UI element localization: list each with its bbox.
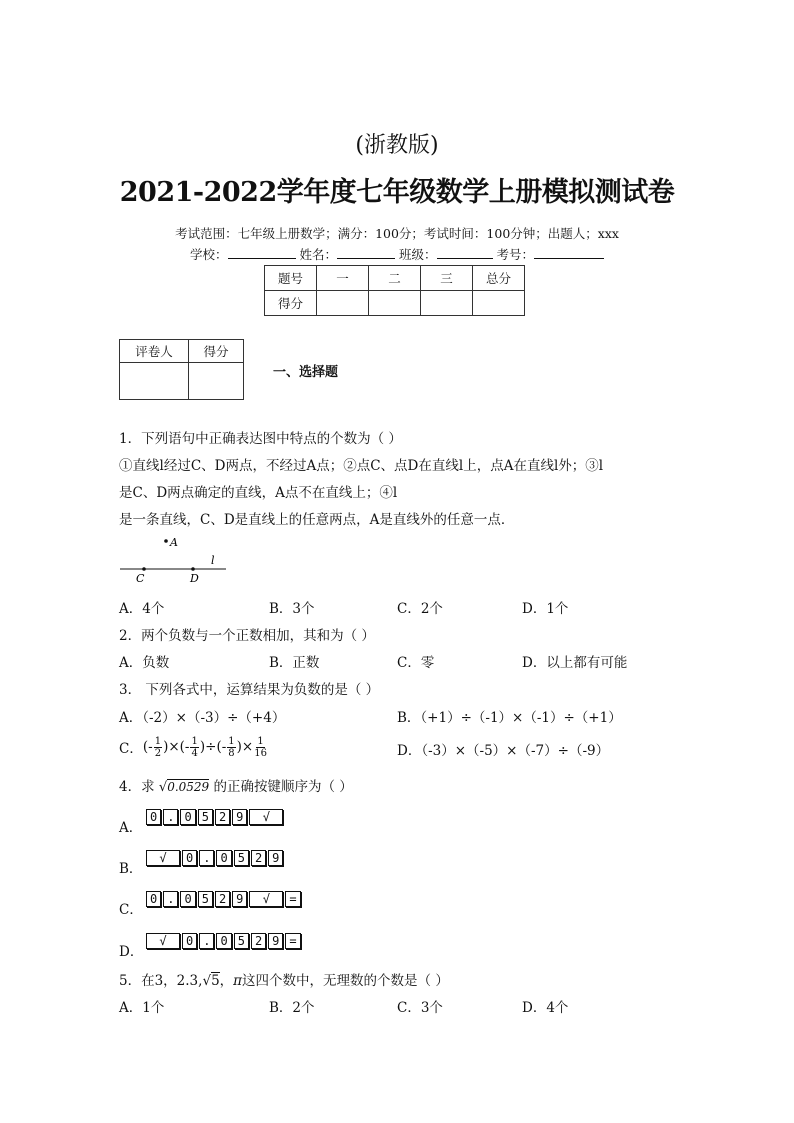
- school-label: 学校：: [189, 247, 228, 262]
- grader-cell[interactable]: [120, 363, 189, 400]
- q5-stem-prefix: 5．在3，2.3,: [119, 973, 203, 989]
- grader-cell[interactable]: [189, 363, 244, 400]
- section-title: 一、选择题: [273, 365, 339, 380]
- exam-no-blank[interactable]: [534, 246, 604, 259]
- fraction: [190, 736, 198, 759]
- grader-table: [119, 339, 244, 400]
- point-d-dot: [191, 567, 195, 571]
- q4-option-b-label[interactable]: B．: [119, 861, 143, 877]
- q1-stem: 1．下列语句中正确表达图中特点的个数为（ ）: [119, 431, 402, 447]
- q3-c-op: )×: [236, 739, 254, 755]
- q1-line2: 是C、D两点确定的直线，A点不在直线上；④l: [119, 485, 398, 501]
- key-0: 0: [180, 809, 195, 825]
- key-9: 9: [268, 850, 283, 866]
- fraction: [154, 736, 162, 759]
- q1-option-c[interactable]: C．2个: [397, 601, 443, 617]
- q5-sqrt-value: 5: [211, 973, 220, 989]
- score-cell[interactable]: [473, 291, 525, 316]
- numerator: 1: [154, 735, 162, 747]
- q1-line1: ①直线l经过C、D两点，不经过A点；②点C、点D在直线l上，点A在直线l外；③l: [119, 458, 604, 474]
- key-5: 5: [234, 850, 249, 866]
- sqrt-icon: √: [202, 973, 212, 989]
- score-cell[interactable]: [369, 291, 421, 316]
- denominator: 16: [254, 747, 267, 759]
- exam-title: 2021-2022学年度七年级数学上册模拟测试卷: [119, 177, 675, 208]
- q1-option-b[interactable]: B．3个: [269, 601, 315, 617]
- exam-info-line: 考试范围：七年级上册数学；满分：100分；考试时间：100分钟；出题人；xxx: [175, 226, 619, 241]
- key-equals: =: [285, 933, 300, 949]
- key-9: 9: [232, 809, 247, 825]
- key-0: 0: [216, 850, 231, 866]
- key-9: 9: [268, 933, 283, 949]
- q4-radicand: 0.0529: [167, 780, 210, 794]
- key-sqrt-icon: √: [146, 933, 180, 949]
- key-0: 0: [146, 809, 161, 825]
- q3-c-op: )÷(-: [199, 739, 227, 755]
- q5-stem-suffix: 这四个数中，无理数的个数是（ ）: [242, 973, 449, 989]
- numerator: 1: [257, 735, 264, 747]
- q3-option-d[interactable]: D．（-3）×（-5）×（-7）÷（-9）: [397, 743, 610, 759]
- q3-option-c[interactable]: [119, 732, 268, 762]
- q5-option-a[interactable]: A．1个: [119, 1000, 165, 1016]
- q3-option-b[interactable]: B．（+1）÷（-1）×（-1）÷（+1）: [397, 710, 622, 726]
- edition-label: (浙教版): [355, 133, 439, 158]
- point-c-dot: [142, 567, 146, 571]
- q4-option-b-keys[interactable]: [146, 847, 285, 866]
- key-2: 2: [251, 933, 266, 949]
- school-blank[interactable]: [228, 246, 296, 259]
- q2-option-d[interactable]: D．以上都有可能: [522, 655, 628, 671]
- name-label: 姓名：: [299, 247, 337, 262]
- q3-stem: 3． 下列各式中，运算结果为负数的是（ ）: [119, 682, 380, 698]
- key-5: 5: [234, 933, 249, 949]
- key-0: 0: [180, 891, 195, 907]
- q4-stem: [119, 775, 353, 795]
- q1-figure: [118, 532, 230, 588]
- grader-header-cell: 评卷人: [120, 340, 189, 363]
- q5-option-b[interactable]: B．2个: [269, 1000, 315, 1016]
- q3-c-label: C．: [119, 741, 143, 757]
- key-2: 2: [215, 809, 230, 825]
- q1-option-d[interactable]: D．1个: [522, 601, 569, 617]
- q1-option-a[interactable]: A．4个: [119, 601, 165, 617]
- name-blank[interactable]: [337, 246, 395, 259]
- q3-option-a[interactable]: A．（-2）×（-3）÷（+4）: [119, 710, 286, 726]
- q2-option-a[interactable]: A．负数: [119, 655, 170, 671]
- denominator: 2: [154, 747, 162, 759]
- key-dot: .: [163, 891, 178, 907]
- key-sqrt-icon: √: [249, 891, 283, 907]
- numerator: 1: [191, 735, 198, 747]
- score-header-cell: 一: [317, 266, 369, 291]
- denominator: 4: [191, 747, 198, 759]
- class-blank[interactable]: [437, 246, 493, 259]
- grader-header-cell: 得分: [189, 340, 244, 363]
- key-2: 2: [251, 850, 266, 866]
- numerator: 1: [228, 735, 235, 747]
- class-label: 班级：: [398, 247, 437, 262]
- key-0: 0: [216, 933, 231, 949]
- key-9: 9: [232, 891, 247, 907]
- score-table: [264, 265, 525, 316]
- score-row-label: 得分: [265, 291, 317, 316]
- key-dot: .: [199, 933, 214, 949]
- student-info-line: [0, 245, 794, 263]
- denominator: 8: [228, 747, 235, 759]
- q4-option-c-label[interactable]: C．: [119, 902, 143, 918]
- q5-stem: [119, 969, 449, 989]
- q5-option-c[interactable]: C．3个: [397, 1000, 443, 1016]
- line-l-label: l: [211, 554, 215, 567]
- score-header-cell: 题号: [265, 266, 317, 291]
- q4-option-d-label[interactable]: D．: [119, 944, 144, 960]
- q5-option-d[interactable]: D．4个: [522, 1000, 569, 1016]
- q3-c-open: (-: [142, 739, 153, 755]
- q4-option-c-keys[interactable]: [146, 888, 303, 907]
- key-0: 0: [146, 891, 161, 907]
- point-a-dot: [164, 539, 168, 543]
- q4-stem-suffix: 的正确按键顺序为（ ）: [213, 779, 353, 795]
- q3-c-op: )×(-: [163, 739, 190, 755]
- score-header-cell: 三: [421, 266, 473, 291]
- fraction: [227, 736, 235, 759]
- key-5: 5: [198, 891, 213, 907]
- score-header-cell: 总分: [473, 266, 525, 291]
- q4-option-d-keys[interactable]: [146, 930, 303, 949]
- point-d-label: D: [190, 572, 199, 585]
- key-dot: .: [163, 809, 178, 825]
- key-dot: .: [199, 850, 214, 866]
- fraction: [254, 736, 267, 759]
- q4-option-a-keys[interactable]: [146, 806, 285, 825]
- score-cell[interactable]: [317, 291, 369, 316]
- key-0: 0: [182, 933, 197, 949]
- q2-option-b[interactable]: B．正数: [269, 655, 320, 671]
- point-c-label: C: [136, 572, 145, 585]
- point-a-label: A: [170, 536, 178, 549]
- key-sqrt-icon: √: [249, 809, 283, 825]
- q4-stem-prefix: 4．求: [119, 779, 155, 795]
- key-sqrt-icon: √: [146, 850, 180, 866]
- q2-stem: 2．两个负数与一个正数相加，其和为（ ）: [119, 628, 375, 644]
- key-2: 2: [215, 891, 230, 907]
- key-5: 5: [198, 809, 213, 825]
- key-0: 0: [182, 850, 197, 866]
- q2-option-c[interactable]: C．零: [397, 655, 435, 671]
- q5-stem-mid: ，: [219, 973, 234, 989]
- exam-no-label: 考号：: [496, 247, 534, 262]
- q1-line3: 是一条直线，C、D是直线上的任意两点，A是直线外的任意一点．: [119, 512, 515, 528]
- sqrt-icon: √: [158, 780, 168, 795]
- score-header-cell: 二: [369, 266, 421, 291]
- key-equals: =: [285, 891, 300, 907]
- q4-option-a-label[interactable]: A．: [119, 820, 143, 836]
- q5-pi: π: [233, 973, 243, 989]
- score-cell[interactable]: [421, 291, 473, 316]
